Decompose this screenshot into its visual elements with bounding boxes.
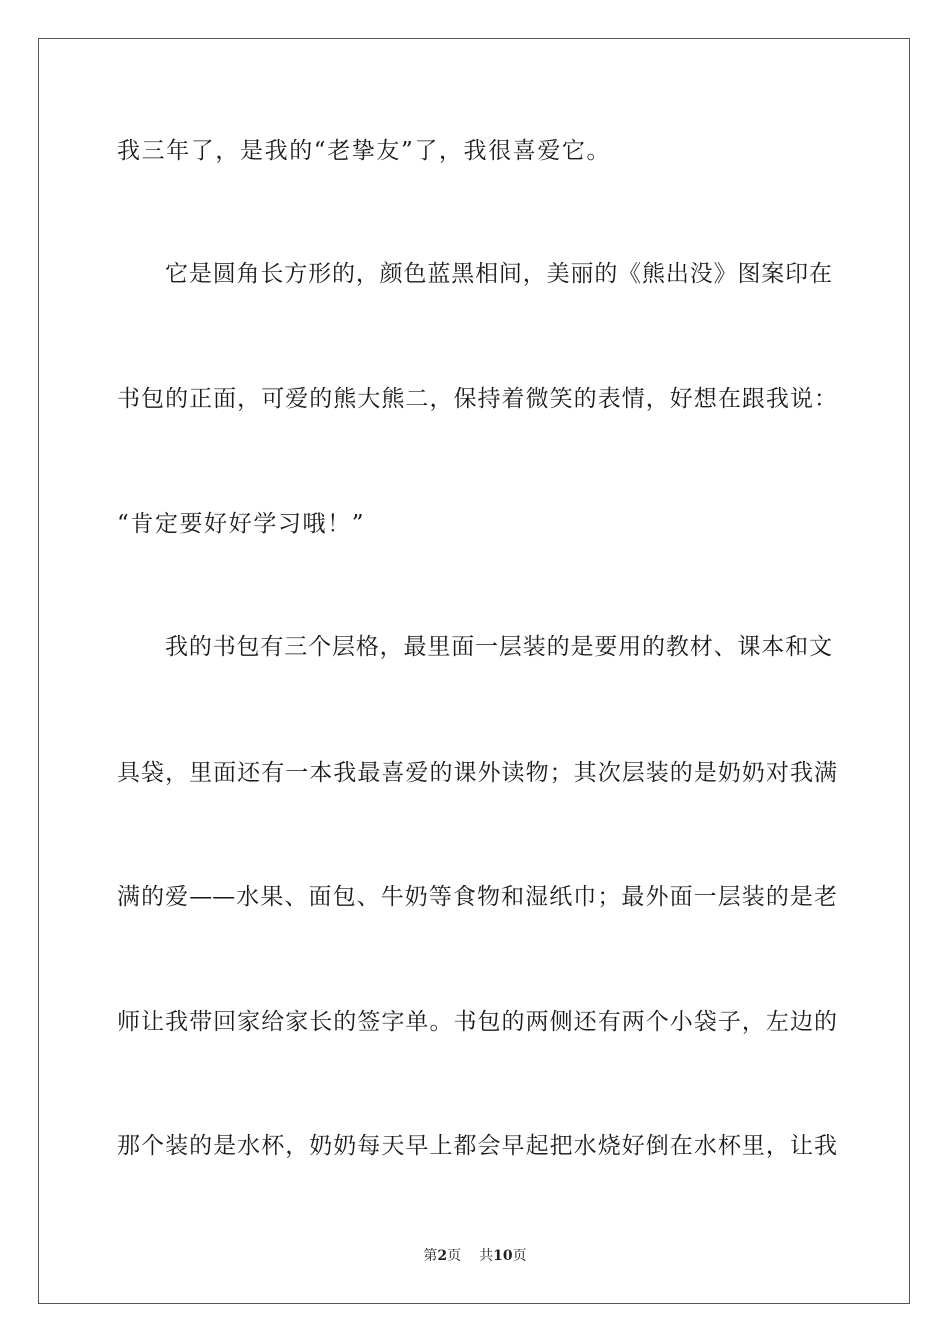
text-line: 满的爱——水果、面包、牛奶等食物和湿纸巾；最外面一层装的是老 — [117, 884, 837, 910]
text-line: 具袋，里面还有一本我最喜爱的课外读物；其次层装的是奶奶对我满 — [117, 760, 837, 786]
text-line: 书包的正面，可爱的熊大熊二，保持着微笑的表情，好想在跟我说： — [117, 386, 837, 412]
text-line: 它是圆角长方形的，颜色蓝黑相间，美丽的《熊出没》图案印在 — [165, 261, 832, 287]
total-suffix: 页 — [512, 1248, 527, 1264]
page-prefix: 第 — [423, 1248, 438, 1264]
page-indicator — [423, 1248, 461, 1264]
text-line: 我的书包有三个层格，最里面一层装的是要用的教材、课本和文 — [165, 634, 832, 660]
page-number: 2 — [437, 1248, 448, 1264]
text-line: “肯定要好好学习哦！” — [117, 511, 366, 537]
text-line: 我三年了，是我的“老挚友”了，我很喜爱它。 — [117, 138, 612, 164]
text-line: 师让我带回家给家长的签字单。书包的两侧还有两个小袋子，左边的 — [117, 1009, 837, 1035]
page-border — [38, 38, 910, 1304]
text-line: 那个装的是水杯，奶奶每天早上都会早起把水烧好倒在水杯里，让我 — [117, 1133, 837, 1159]
total-prefix: 共 — [479, 1248, 494, 1264]
total-pages-indicator — [479, 1248, 526, 1264]
total-pages: 10 — [493, 1248, 513, 1264]
page-footer — [0, 1246, 950, 1266]
page-suffix: 页 — [447, 1248, 462, 1264]
